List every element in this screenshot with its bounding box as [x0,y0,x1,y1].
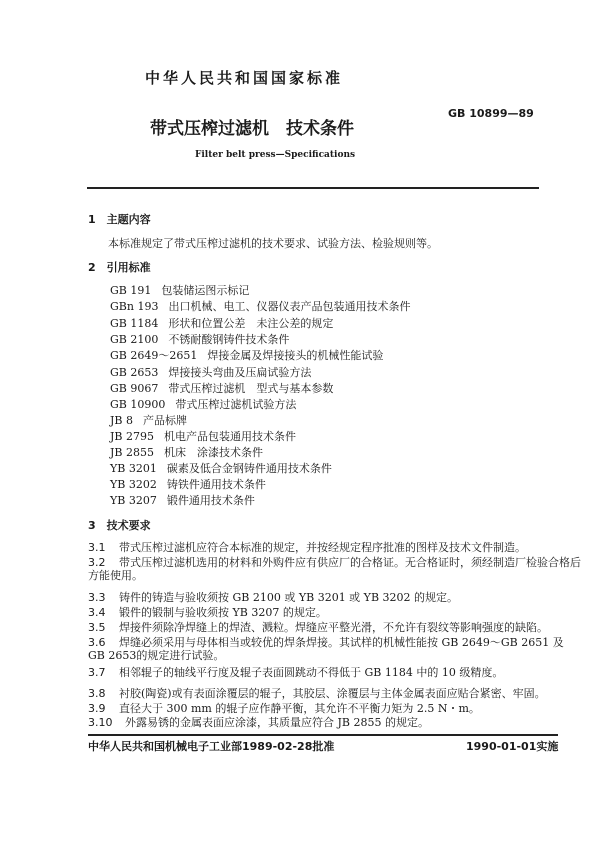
ref-code: JB 2795 [110,430,154,443]
section-heading: 引用标准 [106,261,151,274]
ref-code: GB 9067 [110,382,159,395]
reference-item [110,494,255,507]
paragraph-text: 本标准规定了带式压榨过滤机的技术要求、试验方法、检验规则等。 [108,237,438,250]
clause-continuation [88,649,224,662]
reference-item [110,333,289,346]
clause-3-8 [88,687,546,700]
reference-item [110,446,263,459]
ref-title: 焊接接头弯曲及压扁试验方法 [168,366,312,379]
national-standard-label: 中华人民共和国国家标准 [145,69,344,87]
clause-text: 带式压榨过滤机选用的材料和外购件应有供应厂的合格证。无合格证时，须经制造厂检验合格后 [119,556,581,569]
ref-title: 产品标牌 [143,414,187,427]
clause-number: 3.2 [88,556,106,569]
standard-number: GB 10899—89 [448,107,534,120]
clause-number: 3.8 [88,687,106,700]
section-heading: 技术要求 [106,519,151,532]
clause-continuation [88,569,143,582]
clause-number: 3.6 [88,636,106,649]
reference-item [110,349,383,362]
ref-code: GBn 193 [110,300,159,313]
clause-3-9 [88,702,480,715]
clause-number: 3.7 [88,666,106,679]
clause-number: 3.10 [88,716,113,729]
section-1-body [108,237,438,250]
clause-number: 3.9 [88,702,106,715]
document-title-english: Filter belt press—Specifications [195,150,356,160]
clause-text: 带式压榨过滤机应符合本标准的规定，并按经规定程序批准的图样及技术文件制造。 [119,541,526,554]
ref-code: GB 2653 [110,366,159,379]
ref-code: JB 2855 [110,446,154,459]
clause-text: 直径大于 300 mm 的辊子应作静平衡，其允许不平衡力矩为 2.5 N・m。 [119,702,480,715]
clause-3-5 [88,621,548,634]
ref-title: 碳素及低合金钢铸件通用技术条件 [166,462,332,475]
clause-text: 焊接件须除净焊缝上的焊渣、溅粒。焊缝应平整光滑，不允许有裂纹等影响强度的缺陷。 [119,621,548,634]
section-1-heading [88,213,151,226]
approval-info: 中华人民共和国机械电子工业部1989-02-28批准 [88,740,335,753]
header-divider [87,187,539,189]
clause-number: 3.5 [88,621,106,634]
ref-title: 出口机械、电工、仪器仪表产品包装通用技术条件 [168,300,411,313]
section-2-heading [88,261,151,274]
reference-item [110,462,332,475]
ref-title: 焊接金属及焊接接头的机械性能试验 [207,349,384,362]
ref-code: GB 2649～2651 [110,349,198,362]
ref-code: YB 3201 [110,462,157,475]
reference-item [110,300,410,313]
ref-title: 机床 涂漆技术条件 [163,446,263,459]
reference-item [110,317,333,330]
clause-3-3 [88,591,458,604]
clause-number: 3.1 [88,541,106,554]
reference-item [110,478,266,491]
clause-text: 外露易锈的金属表面应涂漆，其质量应符合 JB 2855 的规定。 [125,716,429,729]
section-number: 3 [88,519,96,532]
reference-item [110,366,311,379]
clause-3-2 [88,556,581,569]
clause-3-7 [88,666,503,679]
ref-title: 形状和位置公差 未注公差的规定 [168,317,334,330]
reference-item [110,284,249,297]
reference-item [110,414,187,427]
ref-title: 不锈耐酸钢铸件技术条件 [168,333,290,346]
reference-item [110,382,333,395]
ref-title: 带式压榨过滤机试验方法 [175,398,297,411]
clause-3-6 [88,636,564,649]
section-heading: 主题内容 [106,213,151,226]
ref-title: 带式压榨过滤机 型式与基本参数 [168,382,334,395]
clause-continuation: GB 2653的规定进行试验。 [88,649,225,662]
ref-code: GB 2100 [110,333,159,346]
clause-number: 3.4 [88,606,106,619]
ref-code: GB 191 [110,284,152,297]
reference-item [110,398,296,411]
ref-code: YB 3207 [110,494,157,507]
section-number: 2 [88,261,96,274]
effective-date: 1990-01-01实施 [466,740,559,753]
ref-title: 包装储运图示标记 [161,284,250,297]
ref-code: GB 10900 [110,398,166,411]
clause-text: 相邻辊子的轴线平行度及辊子表面圆跳动不得低于 GB 1184 中的 10 级精度。 [119,666,504,679]
ref-code: JB 8 [110,414,133,427]
clause-3-4 [88,606,327,619]
clause-3-10 [88,716,429,729]
clause-continuation: 方能使用。 [88,569,143,582]
ref-code: YB 3202 [110,478,157,491]
footer-divider [88,734,558,736]
clause-text: 锻件的锻制与验收须按 YB 3207 的规定。 [119,606,327,619]
clause-text: 焊缝必须采用与母体相当或较优的焊条焊接。其试样的机械性能按 GB 2649～GB 2651 及 [119,636,564,649]
clause-3-1 [88,541,526,554]
clause-text: 衬胶(陶瓷)或有表面涂覆层的辊子，其胶层、涂覆层与主体金属表面应贴合紧密、牢固。 [119,687,546,700]
clause-number: 3.3 [88,591,106,604]
section-number: 1 [88,213,96,226]
ref-title: 铸铁件通用技术条件 [166,478,266,491]
reference-item [110,430,296,443]
ref-title: 机电产品包装通用技术条件 [163,430,296,443]
ref-title: 锻件通用技术条件 [166,494,255,507]
ref-code: GB 1184 [110,317,159,330]
section-3-heading [88,519,151,532]
document-title: 带式压榨过滤机 技术条件 [150,119,354,139]
clause-text: 铸件的铸造与验收须按 GB 2100 或 YB 3201 或 YB 3202 的规定。 [119,591,459,604]
